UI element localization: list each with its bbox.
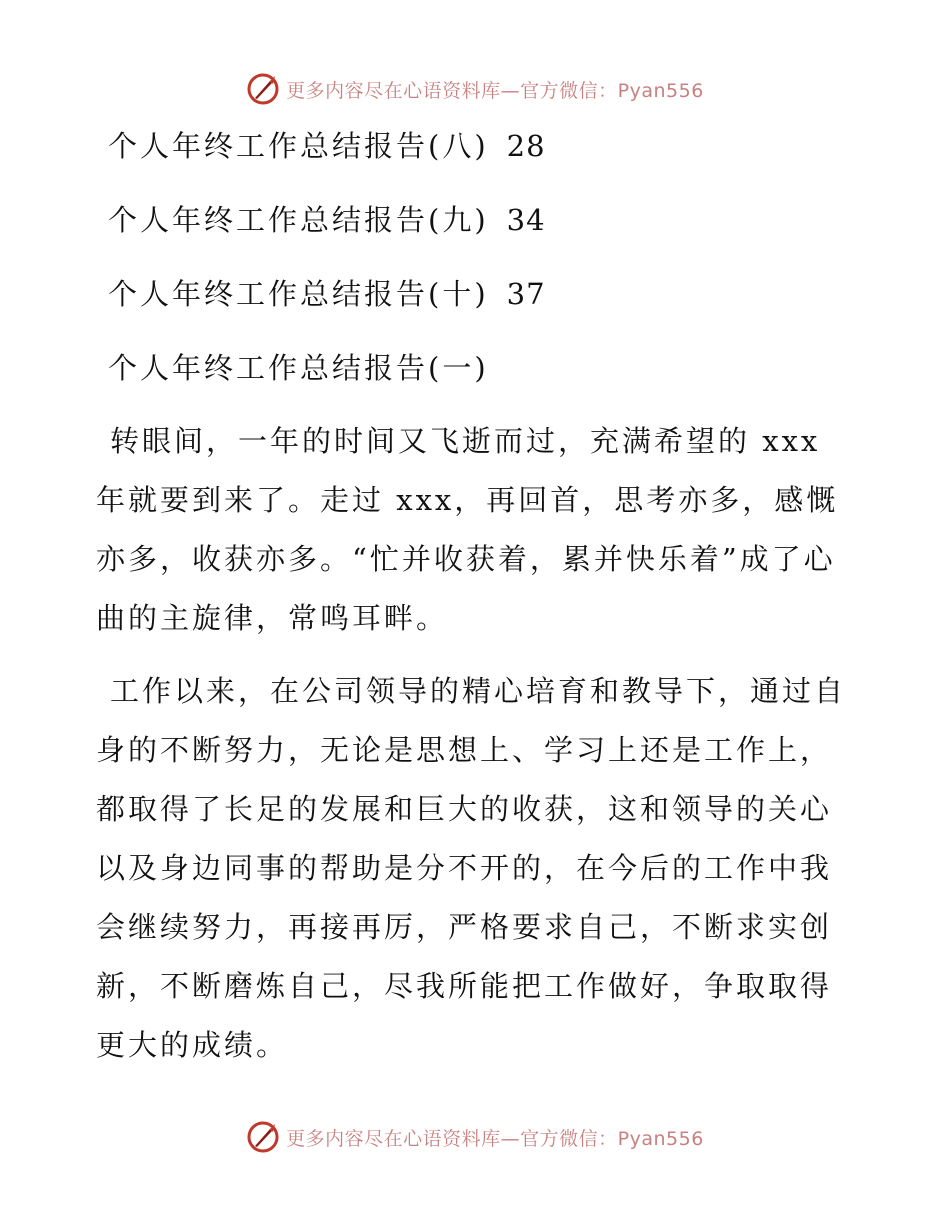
quill-pen-logo-icon bbox=[246, 1120, 280, 1154]
watermark-text: 更多内容尽在心语资料库—官方微信：Pyan556 bbox=[286, 1127, 704, 1150]
section-heading-title: 个人年终工作总结报告(一) bbox=[108, 351, 489, 385]
toc-entry[interactable] bbox=[108, 192, 546, 266]
toc-entry-title: 个人年终工作总结报告(九) bbox=[108, 203, 489, 237]
toc-entry[interactable] bbox=[108, 118, 546, 192]
footer-watermark bbox=[0, 1120, 950, 1154]
toc-entry-title: 个人年终工作总结报告(十) bbox=[108, 277, 489, 311]
body-paragraph: 工作以来，在公司领导的精心培育和教导下，通过自身的不断努力，无论是思想上、学习上还是工作上，都取得了长足的发展和巨大的收获，这和领导的关心以及身边同事的帮助是分不开的，在今后的工作中我会继续努力，再接再厉，严格要求自己，不断求实创新，不断磨炼自己，尽我所能把工作做好，争取取得更大的成绩。 bbox=[96, 674, 847, 1062]
document-body bbox=[96, 412, 856, 1089]
toc-entry-page: 28 bbox=[506, 129, 546, 163]
quill-pen-logo-icon bbox=[246, 72, 280, 106]
toc-entry-title: 个人年终工作总结报告(八) bbox=[108, 129, 489, 163]
toc-entry[interactable] bbox=[108, 266, 546, 340]
toc-entry-page: 34 bbox=[506, 203, 546, 237]
watermark-text: 更多内容尽在心语资料库—官方微信：Pyan556 bbox=[286, 79, 704, 102]
body-paragraph: 转眼间，一年的时间又飞逝而过，充满希望的 xxx 年就要到来了。走过 xxx，再回首，思考亦多，感慨亦多，收获亦多。“忙并收获着，累并快乐着”成了心曲的主旋律，常鸣耳畔。 bbox=[96, 424, 839, 635]
toc-entry-page: 37 bbox=[506, 277, 546, 311]
section-heading bbox=[108, 340, 546, 414]
table-of-contents bbox=[108, 118, 546, 414]
header-watermark bbox=[0, 72, 950, 106]
